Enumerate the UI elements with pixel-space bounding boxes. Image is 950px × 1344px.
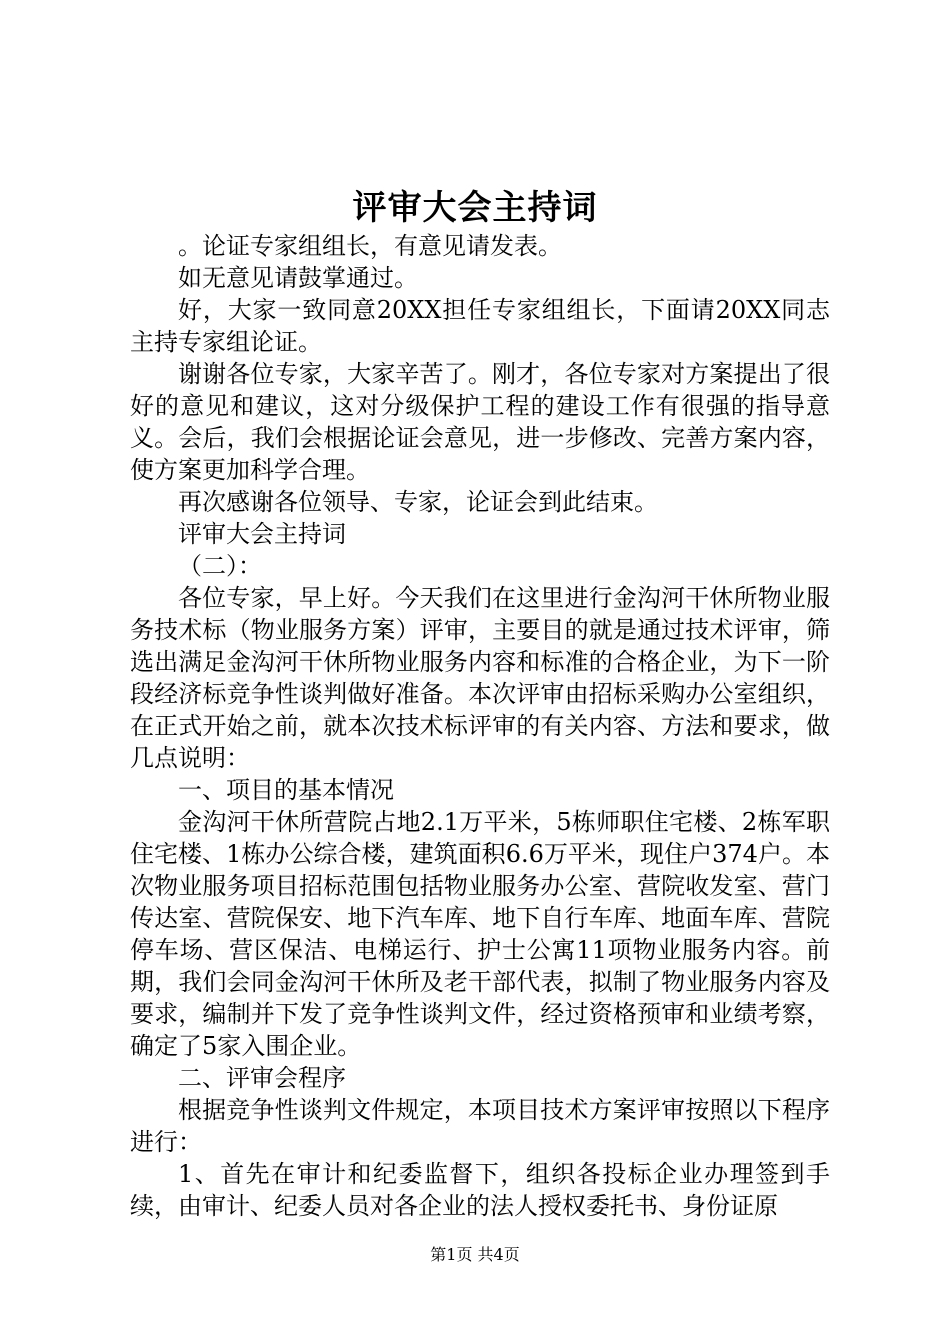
paragraph: 金沟河干休所营院占地2.1万平米，5栋师职住宅楼、2栋军职住宅楼、1栋办公综合楼，建筑面积6.6万平米，现住户374户。本次物业服务项目招标范围包括物业服务办公室、营院收发室、营门传达室、营院保安、地下汽车库、地下自行车库、地面车库、营院停车场、营区保洁、电梯运行、护士公寓11项物业服务内容。前期，我们会同金沟河干休所及老干部代表，拟制了物业服务内容及要求，编制并下发了竞争性谈判文件，经过资格预审和业绩考察，确定了5家入围企业。 xyxy=(130,808,830,1060)
document-title: 评审大会主持词 xyxy=(352,188,598,228)
page-footer: 第1页 共4页 xyxy=(430,1245,520,1264)
paragraph: 各位专家，早上好。今天我们在这里进行金沟河干休所物业服务技术标（物业服务方案）评审，主要目的就是通过技术评审，筛选出满足金沟河干休所物业服务内容和标准的合格企业，为下一阶段经济标竞争性谈判做好准备。本次评审由招标采购办公室组织，在正式开始之前，就本次技术标评审的有关内容、方法和要求，做几点说明： xyxy=(130,584,830,772)
paragraph: 。论证专家组组长，有意见请发表。 xyxy=(178,232,562,260)
section-subheading: （二）： xyxy=(178,552,262,580)
paragraph: 1、首先在审计和纪委监督下，组织各投标企业办理签到手续，由审计、纪委人员对各企业的法人授权委托书、身份证原 xyxy=(130,1160,830,1220)
section-heading: 一、项目的基本情况 xyxy=(178,776,394,804)
document-body xyxy=(130,230,830,1222)
paragraph: 谢谢各位专家，大家辛苦了。刚才，各位专家对方案提出了很好的意见和建议，这对分级保护工程的建设工作有很强的指导意义。会后，我们会根据论证会意见，进一步修改、完善方案内容，使方案更加科学合理。 xyxy=(130,360,830,484)
section-heading: 二、评审会程序 xyxy=(178,1064,346,1092)
paragraph: 好，大家一致同意20XX担任专家组组长，下面请20XX同志主持专家组论证。 xyxy=(130,296,830,356)
paragraph: 根据竞争性谈判文件规定，本项目技术方案评审按照以下程序进行： xyxy=(130,1096,830,1156)
paragraph: 再次感谢各位领导、专家，论证会到此结束。 xyxy=(178,488,658,516)
section-heading: 评审大会主持词 xyxy=(178,520,346,548)
paragraph: 如无意见请鼓掌通过。 xyxy=(178,264,418,292)
